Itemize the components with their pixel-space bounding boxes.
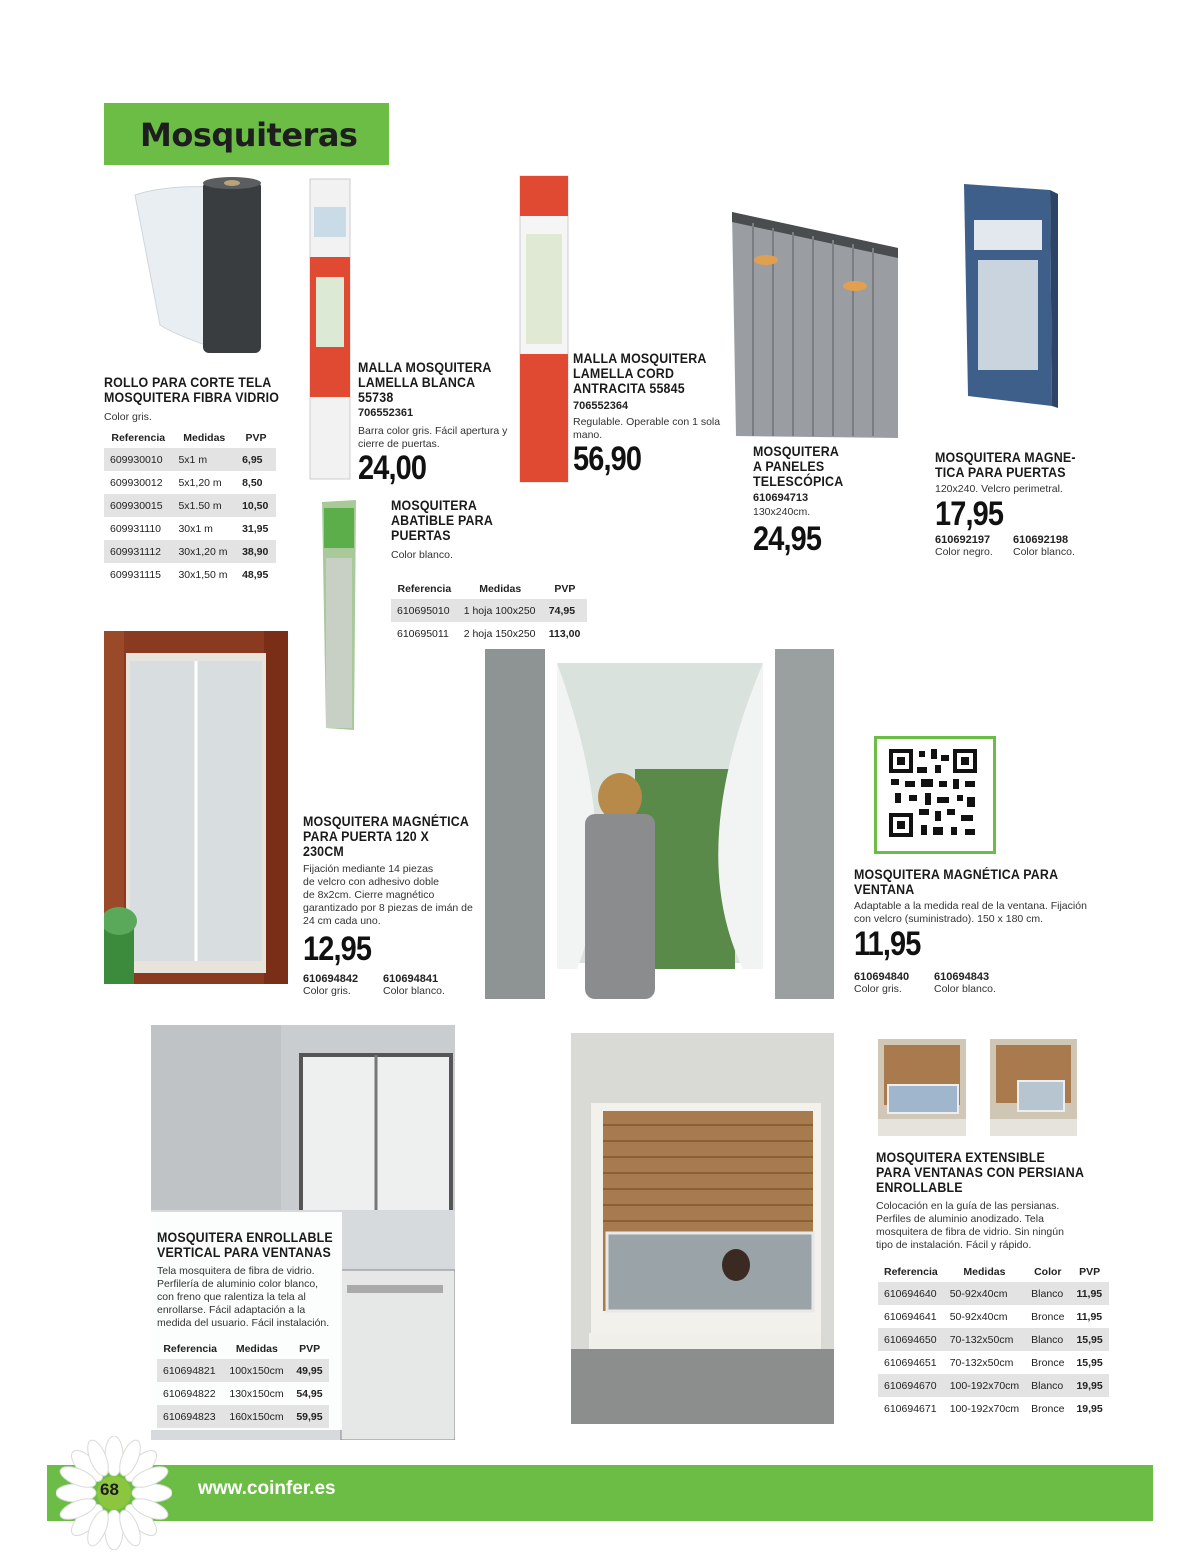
variant-ref: 610694842: [303, 973, 359, 985]
table-cell: 609930012: [110, 476, 163, 489]
variant-blanco: [1013, 534, 1075, 559]
abatible-box-image: [318, 498, 360, 734]
price-magnetica-ventana: 11,95: [854, 925, 921, 963]
table-cell: Blanco: [1025, 1282, 1070, 1305]
table-cell: 5x1,20 m: [178, 476, 222, 489]
desc-line: Perfilería de aluminio color blanco,: [157, 1278, 319, 1290]
desc-line: Adaptable a la medida real de la ventana. Fijación: [854, 900, 1087, 912]
table-cell: 610694822: [163, 1387, 216, 1400]
table-header-cell: Medidas: [963, 1266, 1006, 1278]
price-table-extensible: [878, 1262, 1109, 1420]
table-header-cell: PVP: [245, 432, 267, 444]
title-line: LAMELLA CORD: [573, 366, 675, 381]
table-cell: Bronce: [1031, 1356, 1065, 1369]
extensible-window-photo: [571, 1033, 834, 1424]
table-row: [391, 622, 587, 645]
product-title-lamella-cord: [573, 351, 707, 396]
desc-line: de velcro con adhesivo doble: [303, 876, 440, 888]
title-line: PARA PUERTA 120 X: [303, 829, 429, 844]
product-title-magnetica-puertas: [935, 450, 1076, 480]
product-desc-enrollable: [157, 1265, 329, 1330]
magnetic-door-photo: [104, 631, 288, 984]
table-cell: 610695010: [391, 599, 458, 622]
desc-line: de 8x2cm. Cierre magnético: [303, 889, 435, 901]
product-title-abatible: [391, 498, 493, 543]
table-cell: 609930015: [104, 494, 172, 517]
telescopic-panels-image: [728, 208, 900, 438]
desc-line: con velcro (suministrado). 150 x 180 cm.: [854, 913, 1044, 925]
variant-ref: 610694843: [934, 971, 990, 983]
table-cell: 610694821: [157, 1359, 223, 1382]
title-line: 230CM: [303, 844, 344, 859]
variant-color: Color blanco.: [1013, 546, 1075, 558]
table-cell: 609931115: [110, 568, 161, 581]
desc-line: Colocación en la guía de las persianas.: [876, 1200, 1060, 1212]
table-cell: 1 hoja 100x250: [458, 599, 543, 622]
product-desc-magnetica-ventana: [854, 900, 1087, 926]
variant-color: Color blanco.: [934, 983, 996, 995]
desc-line: 24 cm cada uno.: [303, 915, 381, 927]
product-desc-rollo: Color gris.: [104, 411, 152, 423]
table-cell: 160x150cm: [223, 1405, 290, 1428]
table-cell: 50-92x40cm: [944, 1282, 1025, 1305]
table-cell: 610694640: [878, 1282, 944, 1305]
table-header-row: [104, 428, 276, 448]
title-line: 55738: [358, 390, 394, 405]
table-cell: 48,95: [242, 568, 269, 581]
table-cell: 5x1.50 m: [172, 494, 236, 517]
desc-line: Regulable. Operable con 1 sola: [573, 416, 721, 428]
table-cell: 609930010: [104, 448, 172, 471]
variant-negro: [935, 534, 993, 559]
table-header-cell: PVP: [299, 1343, 321, 1355]
title-line: MOSQUITERA ENROLLABLE: [157, 1230, 333, 1245]
table-cell: 610695011: [397, 627, 449, 640]
table-cell: 70-132x50cm: [949, 1356, 1014, 1369]
product-title-enrollable: [157, 1230, 333, 1260]
table-header-cell: Medidas: [183, 432, 226, 444]
title-line: TELESCÓPICA: [753, 474, 844, 489]
table-cell: 610694670: [878, 1374, 944, 1397]
title-line: MOSQUITERA: [391, 498, 478, 513]
table-cell: 38,90: [236, 540, 276, 563]
table-row: [157, 1359, 329, 1382]
title-line: MOSQUITERA FIBRA VIDRIO: [104, 390, 280, 405]
desc-line: enrollarse. Fácil adaptación a la: [157, 1304, 306, 1316]
table-header-cell: PVP: [1079, 1266, 1101, 1278]
desc-line: cierre de puertas.: [358, 438, 440, 450]
page-number: 68: [100, 1480, 119, 1499]
price-magnetica-puerta: 12,95: [303, 930, 372, 968]
variant-color: Color gris.: [303, 985, 351, 997]
variant-color: Color blanco.: [383, 985, 445, 997]
table-cell: 59,95: [290, 1405, 329, 1428]
desc-line: mosquitera de fibra de vidrio. Sin ningún: [876, 1226, 1064, 1238]
table-row: [104, 448, 276, 471]
desc-line: mano.: [573, 429, 603, 441]
table-header-cell: Color: [1034, 1266, 1062, 1278]
table-row: [157, 1405, 329, 1428]
title-line: PUERTAS: [391, 528, 451, 543]
table-cell: 100x150cm: [223, 1359, 290, 1382]
table-cell: 100-192x70cm: [944, 1374, 1025, 1397]
product-ref-paneles: 610694713: [753, 492, 809, 504]
product-title-rollo: [104, 375, 279, 405]
product-ref-lamella-blanca: 706552361: [358, 407, 414, 419]
variant-gris: [854, 971, 909, 996]
title-line: MOSQUITERA MAGNÉTICA PARA: [854, 867, 1059, 882]
title-line: MOSQUITERA EXTENSIBLE: [876, 1150, 1046, 1165]
table-cell: 11,95: [1076, 1310, 1103, 1323]
price-lamella-blanca: 24,00: [358, 449, 427, 487]
table-cell: 49,95: [290, 1359, 329, 1382]
table-row: [104, 517, 276, 540]
product-title-extensible: [876, 1150, 1084, 1195]
lamella-cord-box-image: [518, 174, 572, 486]
table-cell: Blanco: [1025, 1374, 1070, 1397]
table-header-cell: Referencia: [111, 432, 166, 444]
table-cell: 610694650: [878, 1328, 944, 1351]
variant-ref: 610692197: [935, 534, 991, 546]
table-cell: 31,95: [242, 522, 269, 535]
table-row: [104, 471, 276, 494]
variant-blanco: [934, 971, 996, 996]
table-cell: 100-192x70cm: [949, 1402, 1020, 1415]
table-header-cell: Medidas: [479, 583, 522, 595]
table-row: [878, 1305, 1109, 1328]
table-cell: 609931110: [110, 522, 161, 535]
table-cell: 8,50: [242, 476, 263, 489]
table-cell: 19,95: [1076, 1402, 1103, 1415]
desc-line: Barra color gris. Fácil apertura y: [358, 425, 508, 437]
title-line: A PANELES: [753, 459, 825, 474]
title-line: PARA VENTANAS CON PERSIANA: [876, 1165, 1085, 1180]
desc-line: medida del usuario. Fácil instalación.: [157, 1317, 330, 1329]
extensible-detail-photo: [878, 1039, 966, 1136]
price-paneles: 24,95: [753, 520, 822, 558]
variant-blanco: [383, 973, 445, 998]
table-cell: 610694651: [884, 1356, 937, 1369]
product-ref-lamella-cord: 706552364: [573, 400, 629, 412]
table-cell: 70-132x50cm: [944, 1328, 1025, 1351]
table-row: [104, 540, 276, 563]
desc-line: con freno que ralentiza la tela al: [157, 1291, 306, 1303]
variant-ref: 610694841: [383, 973, 439, 985]
price-table-abatible: [391, 579, 587, 645]
desc-line: Perfiles de aluminio anodizado. Tela: [876, 1213, 1044, 1225]
table-header-cell: PVP: [554, 583, 576, 595]
extensible-detail-photo: [990, 1039, 1077, 1136]
product-title-magnetica-puerta: [303, 814, 469, 859]
product-desc-lamella-blanca: [358, 425, 507, 451]
product-title-paneles: [753, 444, 843, 489]
table-cell: 50-92x40cm: [949, 1310, 1008, 1323]
table-row: [878, 1328, 1109, 1351]
title-line: ANTRACITA 55845: [573, 381, 685, 396]
table-cell: 74,95: [543, 599, 587, 622]
title-line: MALLA MOSQUITERA: [573, 351, 707, 366]
table-header-row: [391, 579, 587, 599]
table-header-cell: Referencia: [397, 583, 452, 595]
desc-line: garantizado por 8 piezas de imán de: [303, 902, 473, 914]
variant-ref: 610694840: [854, 971, 910, 983]
title-line: VERTICAL PARA VENTANAS: [157, 1245, 332, 1260]
table-header-cell: Referencia: [884, 1266, 938, 1278]
qr-code-icon[interactable]: [887, 747, 979, 839]
title-line: TICA PARA PUERTAS: [935, 465, 1066, 480]
price-lamella-cord: 56,90: [573, 440, 642, 478]
table-cell: 15,95: [1076, 1356, 1103, 1369]
product-desc-magnetica-puerta: [303, 863, 473, 928]
title-line: LAMELLA BLANCA: [358, 375, 476, 390]
desc-line: Tela mosquitera de fibra de vidrio.: [157, 1265, 315, 1277]
table-cell: 6,95: [236, 448, 276, 471]
table-cell: 113,00: [548, 627, 581, 640]
magnetic-window-photo: [485, 649, 834, 999]
table-cell: 130x150cm: [229, 1387, 284, 1400]
table-row: [104, 494, 276, 517]
title-line: VENTANA: [854, 882, 915, 897]
page-title: Mosquiteras: [140, 116, 358, 154]
title-line: ABATIBLE PARA: [391, 513, 493, 528]
table-cell: 30x1,20 m: [172, 540, 236, 563]
title-line: MOSQUITERA MAGNE-: [935, 450, 1076, 465]
table-cell: 11,95: [1070, 1282, 1108, 1305]
price-table-rollo: [104, 428, 276, 586]
table-cell: 15,95: [1070, 1328, 1108, 1351]
product-desc-extensible: [876, 1200, 1064, 1252]
lamella-blanca-box-image: [308, 177, 354, 485]
product-title-lamella-blanca: [358, 360, 492, 405]
magnetic-door-box-image: [960, 180, 1060, 410]
price-magnetica-puertas: 17,95: [935, 495, 1004, 533]
table-cell: Blanco: [1025, 1328, 1070, 1351]
table-cell: 30x1 m: [178, 522, 213, 535]
price-table-enrollable: [157, 1339, 329, 1428]
variant-ref: 610692198: [1013, 534, 1069, 546]
table-cell: 610694671: [884, 1402, 937, 1415]
table-row: [391, 599, 587, 622]
product-title-magnetica-ventana: [854, 867, 1058, 897]
table-row: [878, 1397, 1109, 1420]
variant-gris: [303, 973, 358, 998]
table-cell: 10,50: [236, 494, 276, 517]
title-line: ROLLO PARA CORTE TELA: [104, 375, 272, 390]
title-line: MOSQUITERA MAGNÉTICA: [303, 814, 470, 829]
title-line: MOSQUITERA: [753, 444, 840, 459]
desc-line: Fijación mediante 14 piezas: [303, 863, 434, 875]
table-cell: 609931112: [104, 540, 172, 563]
product-desc-abatible: Color blanco.: [391, 549, 453, 561]
table-cell: 610694641: [884, 1310, 937, 1323]
table-header-row: [157, 1339, 329, 1359]
title-line: ENROLLABLE: [876, 1180, 963, 1195]
table-row: [878, 1282, 1109, 1305]
table-header-cell: Medidas: [235, 1343, 278, 1355]
table-cell: 5x1 m: [172, 448, 236, 471]
table-cell: 54,95: [296, 1387, 323, 1400]
variant-color: Color gris.: [854, 983, 902, 995]
table-cell: Bronce: [1031, 1402, 1065, 1415]
variant-color: Color negro.: [935, 546, 993, 558]
mesh-roll-image: [125, 175, 275, 355]
table-cell: 2 hoja 150x250: [463, 627, 536, 640]
table-row: [157, 1382, 329, 1405]
product-desc-magnetica-puertas: 120x240. Velcro perimetral.: [935, 483, 1063, 495]
table-header-row: [878, 1262, 1109, 1282]
table-row: [878, 1351, 1109, 1374]
table-row: [104, 563, 276, 586]
table-cell: Bronce: [1031, 1310, 1065, 1323]
title-line: MALLA MOSQUITERA: [358, 360, 492, 375]
product-desc-lamella-cord: [573, 416, 720, 442]
table-cell: 30x1,50 m: [178, 568, 228, 581]
table-cell: 19,95: [1070, 1374, 1108, 1397]
table-row: [878, 1374, 1109, 1397]
product-desc-paneles: 130x240cm.: [753, 506, 811, 518]
footer-url-link[interactable]: www.coinfer.es: [198, 1478, 336, 1499]
table-header-cell: Referencia: [163, 1343, 218, 1355]
table-cell: 610694823: [157, 1405, 223, 1428]
desc-line: tipo de instalación. Fácil y rápido.: [876, 1239, 1032, 1251]
